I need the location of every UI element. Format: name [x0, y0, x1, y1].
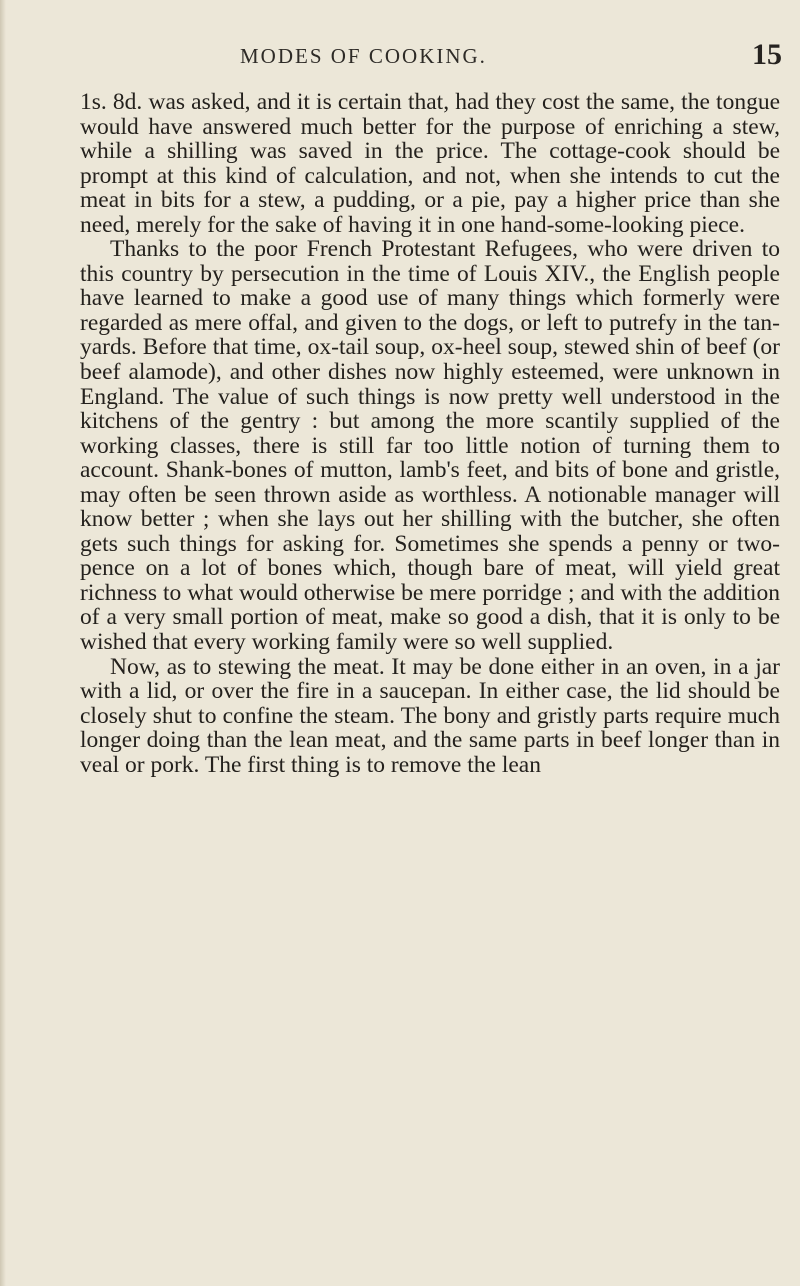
- paragraph-1: 1s. 8d. was asked, and it is certain that, had they cost the same, the tongue would have answered much better for the purpose of enriching a stew, while a shilling was saved in the price. The cottage-cook should be prompt at this kind of calculation, and not, when she intends to cut the meat in bits for a stew, a pudding, or a pie, pay a higher price than she need, merely for the sake of having it in one hand-some-looking piece.: [80, 89, 780, 238]
- paragraph-2: Thanks to the poor French Protestant Refugees, who were driven to this country by persecution in the time of Louis XIV., the English people have learned to make a good use of many things which formerly were regarded as mere offal, and given to the dogs, or left to putrefy in the tan-yards. Before that time, ox-tail soup, ox-heel soup, stewed shin of beef (or beef alamode), and other dishes now highly esteemed, were unknown in England. The value of such things is now pretty well understood in the kitchens of the gentry : but among the more scantily supplied of the working classes, there is still far too little notion of turning them to account. Shank-bones of mutton, lamb's feet, and bits of bone and gristle, may often be seen thrown aside as worthless. A notionable manager will know better ; when she lays out her shilling with the butcher, she often gets such things for asking for. Sometimes she spends a penny or two-pence on a lot of bones which, though bare of meat, will yield great richness to what would otherwise be mere porridge ; and with the addition of a very small portion of meat, make so good a dish, that it is only to be wished that every working family were so well supplied.: [80, 236, 780, 656]
- body-text: [80, 90, 780, 777]
- page-gutter-shadow: [0, 0, 6, 1286]
- paragraph-3: Now, as to stewing the meat. It may be done either in an oven, in a jar with a lid, or over the fire in a saucepan. In either case, the lid should be closely shut to confine the steam. The bony and gristly parts require much longer doing than the lean meat, and the same parts in beef longer than in veal or pork. The first thing is to remove the lean: [80, 653, 780, 778]
- page-header: [60, 38, 790, 78]
- running-title: MODES OF COOKING.: [240, 44, 487, 68]
- page-number: 15: [752, 38, 782, 71]
